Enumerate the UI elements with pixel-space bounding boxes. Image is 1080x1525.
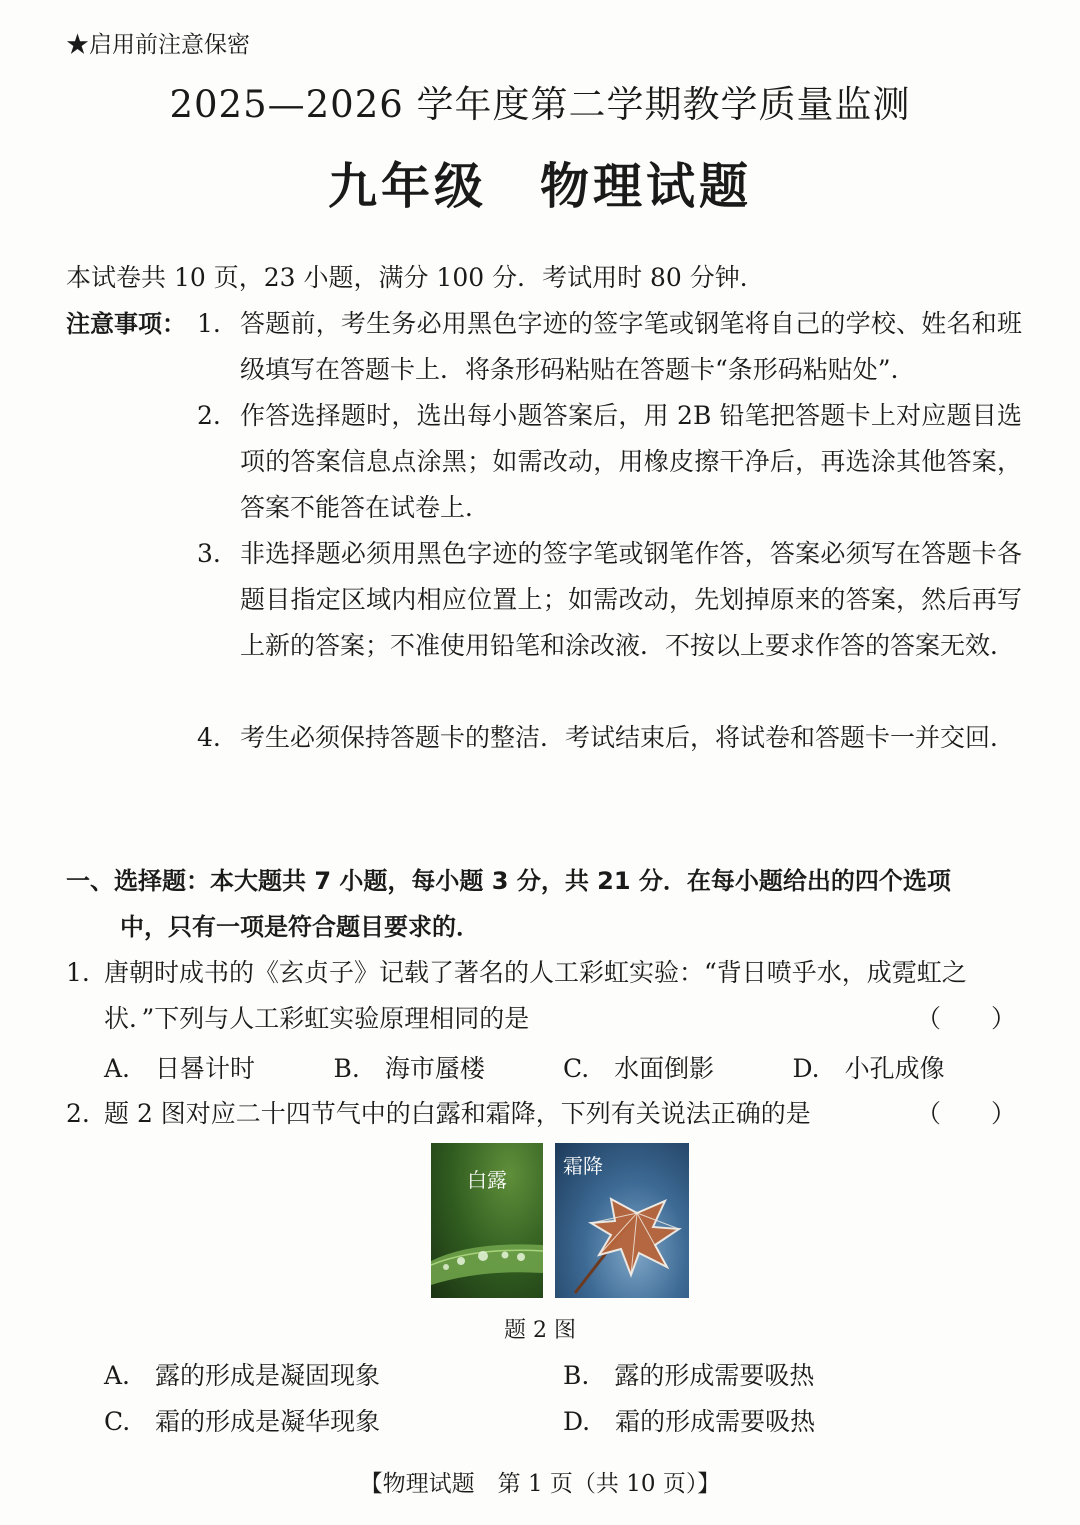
white-dew-image (431, 1143, 543, 1298)
answer-blank: （ ） (915, 1099, 1016, 1128)
question-2-options-row2 (104, 1399, 1022, 1445)
note-item (197, 715, 1022, 761)
question-number: 1. (66, 958, 90, 987)
option-b: B. 海市蜃楼 (333, 1054, 485, 1083)
note-text: 考生必须保持答题卡的整洁．考试结束后，将试卷和答题卡一并交回． (240, 723, 1016, 752)
note-text: 非选择题必须用黑色字迹的签字笔或钢笔作答，答案必须写在答题卡各题目指定区域内相应位置上；如需改动，先划掉原来的答案，然后再写上新的答案；不准使用铅笔和涂改液．不按以上要求作答的答案无效． (240, 539, 1022, 660)
note-number: 1. (197, 309, 221, 338)
note-text: 作答选择题时，选出每小题答案后，用 2B 铅笔把答题卡上对应题目选项的答案信息点涂黑；如需改动，用橡皮擦干净后，再选涂其他答案，答案不能答在试卷上． (240, 401, 1022, 522)
option-a: A. 露的形成是凝固现象 (104, 1361, 381, 1390)
question-1 (66, 950, 1022, 1042)
note-text: 答题前，考生务必用黑色字迹的签字笔或钢笔将自己的学校、姓名和班级填写在答题卡上．将条形码粘贴在答题卡“条形码粘贴处”． (240, 309, 1022, 384)
question-2-options-row1 (104, 1353, 1022, 1399)
note-item (197, 531, 1022, 669)
option-d: D. 小孔成像 (792, 1054, 945, 1083)
page-footer: 【物理试题 第 1 页（共 10 页）】 (359, 1471, 721, 1497)
question-number: 2. (66, 1099, 90, 1128)
exam-intro: 本试卷共 10 页，23 小题，满分 100 分．考试用时 80 分钟． (66, 263, 765, 292)
note-number: 3. (197, 539, 221, 568)
white-dew-label: 白露 (467, 1168, 507, 1192)
option-c: C. 水面倒影 (563, 1054, 715, 1083)
exam-subtitle: 九年级 物理试题 (327, 158, 752, 215)
notes-label: 注意事项： (66, 310, 186, 338)
note-item (197, 393, 1022, 531)
frost-descent-image (555, 1143, 689, 1298)
figure-caption: 题 2 图 (504, 1318, 576, 1343)
answer-blank: （ ） (915, 1004, 1016, 1033)
question-text: 题 2 图对应二十四节气中的白露和霜降，下列有关说法正确的是 (104, 1099, 811, 1128)
frost-descent-label: 霜降 (563, 1154, 603, 1178)
option-c: C. 霜的形成是凝华现象 (104, 1407, 381, 1436)
note-number: 2. (197, 401, 221, 430)
question-2 (66, 1091, 1022, 1137)
option-a: A. 日晷计时 (104, 1054, 256, 1083)
option-d: D. 霜的形成需要吸热 (563, 1407, 816, 1436)
option-b: B. 露的形成需要吸热 (563, 1361, 815, 1390)
section-heading (66, 858, 1022, 950)
question-text: 唐朝时成书的《玄贞子》记载了著名的人工彩虹实验：“背日喷乎水，成霓虹之状．”下列与人工彩虹实验原理相同的是 (104, 958, 967, 1033)
note-item (197, 301, 1022, 393)
question-1-options (104, 1046, 1022, 1092)
note-number: 4. (197, 723, 221, 752)
section-heading-line: 一、选择题：本大题共 7 小题，每小题 3 分，共 21 分．在每小题给出的四个选项 (66, 867, 951, 895)
exam-title: 2025—2026 学年度第二学期教学质量监测 (169, 83, 911, 126)
confidential-mark: ★启用前注意保密 (66, 32, 250, 58)
section-heading-line: 中，只有一项是符合题目要求的． (120, 913, 480, 941)
